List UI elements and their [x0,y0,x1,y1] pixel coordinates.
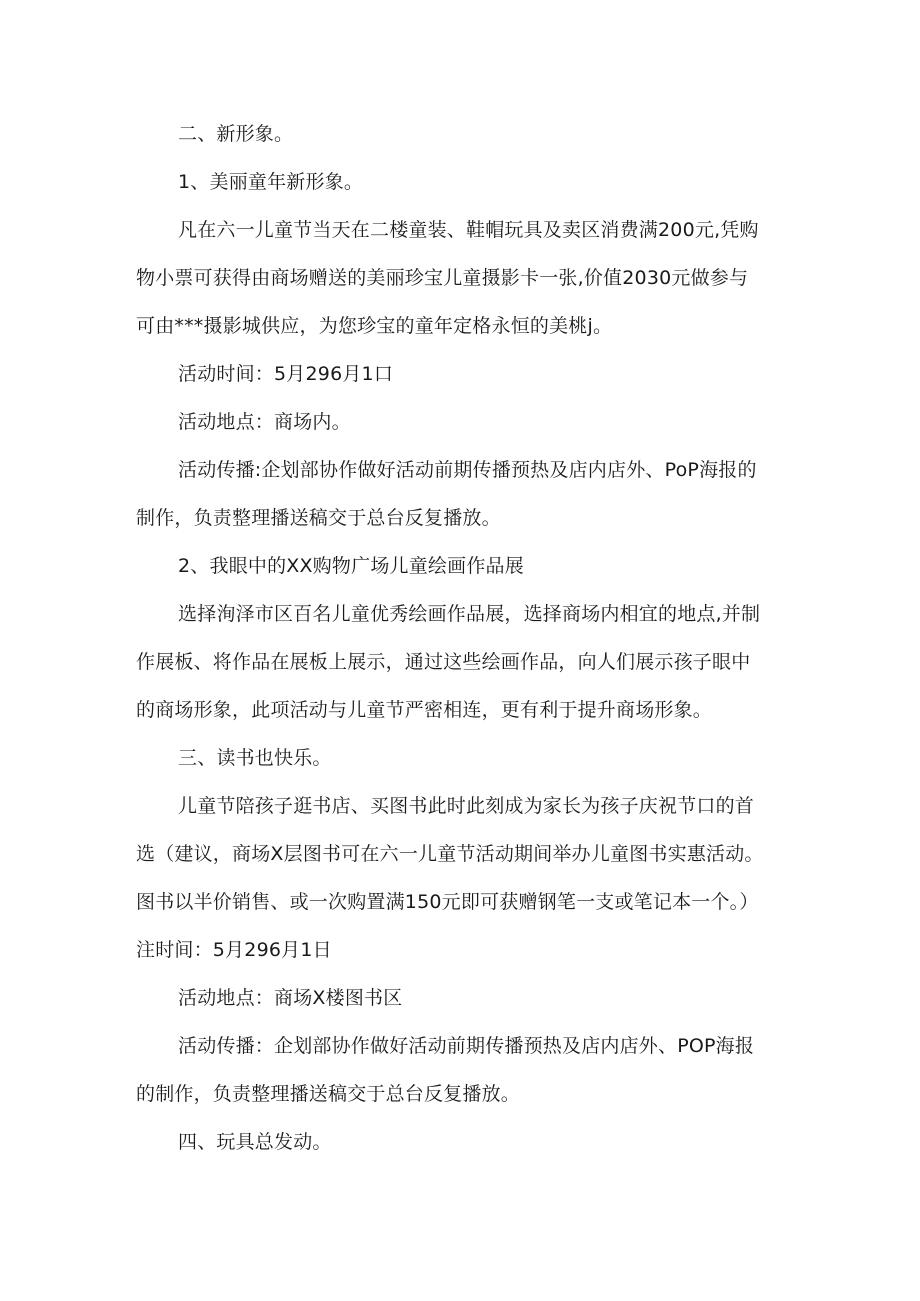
paragraph-line: 选（建议，商场X层图书可在六一儿童节活动期间举办儿童图书实惠活动。 [136,843,764,865]
paragraph-line: 凡在六一儿童节当天在二楼童装、鞋帽玩具及卖区消费满200元,凭购 [178,219,759,241]
paragraph-line: 制作，负责整理播送稿交于总台反复播放。 [136,507,501,529]
activity-location: 活动地点：商场X楼图书区 [178,987,403,1009]
paragraph-line: 作展板、将作品在展板上展示，通过这些绘画作品，向人们展示孩子眼中 [136,651,751,673]
paragraph-line: 儿童节陪孩子逛书店、买图书此时此刻成为家长为孩子庆祝节口的首 [178,795,755,817]
paragraph-line: 的商场形象，此项活动与儿童节严密相连，更有利于提升商场形象。 [136,699,713,721]
activity-location: 活动地点：商场内。 [178,411,351,433]
activity-time: 注时间：5月296月1日 [136,939,332,961]
activity-time: 活动时间：5月296月1口 [178,363,394,385]
heading-section-3: 三、读书也快乐。 [178,747,332,769]
paragraph-line: 图书以半价销售、或一次购置满150元即可获赠钢笔一支或笔记本一个。） [136,891,759,913]
paragraph-line: 物小票可获得由商场赠送的美丽珍宝儿童摄影卡一张,价值2030元做参与 [136,267,749,289]
activity-promotion: 活动传播：企划部协作做好活动前期传播预热及店内店外、POP海报 [178,1035,755,1057]
paragraph-line: 选择洵泽市区百名儿童优秀绘画作品展，选择商场内相宜的地点,并制 [178,603,761,625]
heading-section-4: 四、玩具总发动。 [178,1131,332,1153]
subheading-1: 1、美丽童年新形象。 [178,171,364,193]
heading-section-2: 二、新形象。 [178,123,294,145]
paragraph-line: 可由***摄影城供应，为您珍宝的童年定格永恒的美桃j。 [136,315,613,337]
activity-promotion: 活动传播:企划部协作做好活动前期传播预热及店内店外、PoP海报的 [178,459,757,481]
paragraph-line: 的制作，负责整理播送稿交于总台反复播放。 [136,1083,521,1105]
subheading-2: 2、我眼中的XX购物广场儿童绘画作品展 [178,555,524,577]
